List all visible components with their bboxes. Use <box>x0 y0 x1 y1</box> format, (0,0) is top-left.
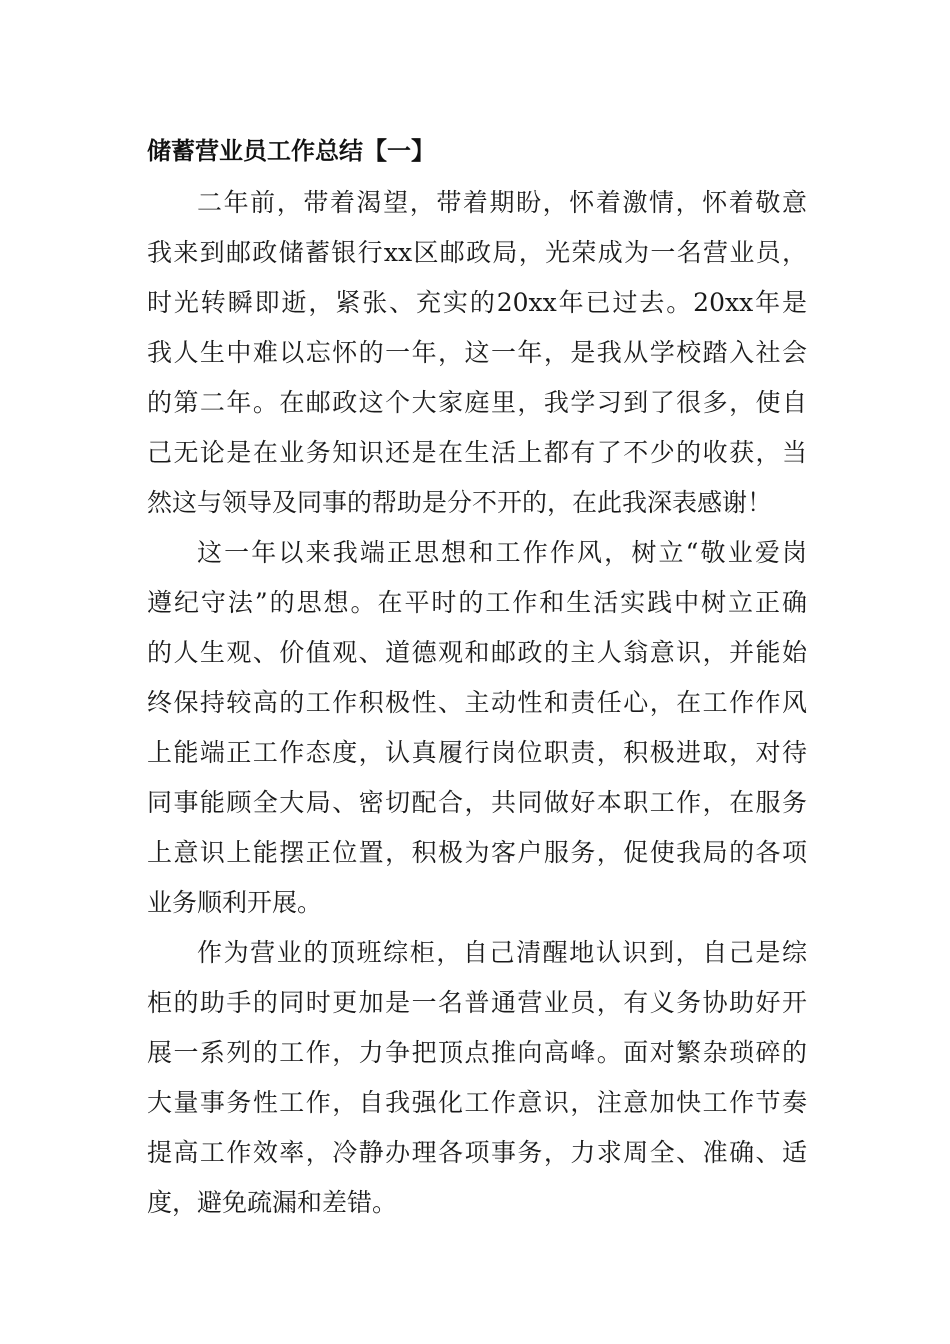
paragraph-3-line-5: 提高工作效率，冷静办理各项事务，力求周全、准确、适 <box>147 1138 807 1167</box>
paragraph-2-line-8: 业务顺利开展。 <box>147 888 323 917</box>
paragraph-2-line-1: 这一年以来我端正思想和工作作风，树立“敬业爱岗 <box>197 538 807 567</box>
paragraph-1-line-1: 二年前，带着渴望，带着期盼，怀着激情，怀着敬意 <box>197 188 807 217</box>
paragraph-1-line-7: 然这与领导及同事的帮助是分不开的，在此我深表感谢！ <box>147 488 773 517</box>
paragraph-3-line-6: 度，避免疏漏和差错。 <box>147 1188 398 1217</box>
paragraph-2-line-5: 上能端正工作态度，认真履行岗位职责，积极进取，对待 <box>147 738 807 767</box>
paragraph-1-line-6: 己无论是在业务知识还是在生活上都有了不少的收获，当 <box>147 438 807 467</box>
paragraph-1-line-5: 的第二年。在邮政这个大家庭里，我学习到了很多，使自 <box>147 388 807 417</box>
paragraph-3-line-4: 大量事务性工作，自我强化工作意识，注意加快工作节奏 <box>147 1088 807 1117</box>
paragraph-2-line-6: 同事能顾全大局、密切配合，共同做好本职工作，在服务 <box>147 788 807 817</box>
paragraph-3-line-3: 展一系列的工作，力争把顶点推向高峰。面对繁杂琐碎的 <box>147 1038 807 1067</box>
document-title: 储蓄营业员工作总结【一】 <box>147 137 435 165</box>
paragraph-2-line-7: 上意识上能摆正位置，积极为客户服务，促使我局的各项 <box>147 838 807 867</box>
paragraph-1-line-3: 时光转瞬即逝，紧张、充实的20xx年已过去。20xx年是 <box>147 288 807 317</box>
paragraph-2-line-4: 终保持较高的工作积极性、主动性和责任心，在工作作风 <box>147 688 807 717</box>
paragraph-3-line-1: 作为营业的顶班综柜，自己清醒地认识到，自己是综 <box>197 938 807 967</box>
paragraph-3-line-2: 柜的助手的同时更加是一名普通营业员，有义务协助好开 <box>147 988 807 1017</box>
paragraph-2-line-3: 的人生观、价值观、道德观和邮政的主人翁意识，并能始 <box>147 638 807 667</box>
paragraph-2-line-2: 遵纪守法”的思想。在平时的工作和生活实践中树立正确 <box>147 588 807 617</box>
paragraph-1-line-4: 我人生中难以忘怀的一年，这一年，是我从学校踏入社会 <box>147 338 807 367</box>
paragraph-1-line-2: 我来到邮政储蓄银行xx区邮政局，光荣成为一名营业员， <box>147 238 807 267</box>
